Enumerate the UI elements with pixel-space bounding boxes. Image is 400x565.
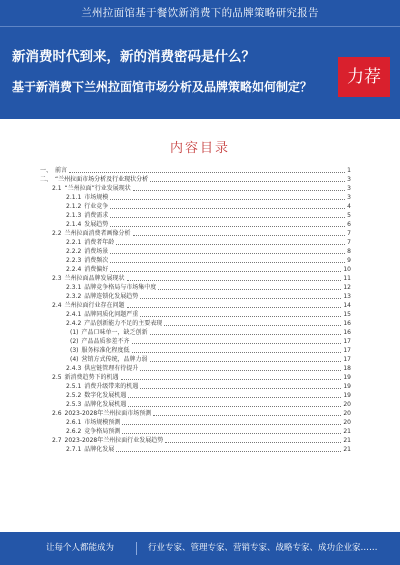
- report-header-title: 兰州拉面馆基于餐饮新消费下的品牌策略研究报告: [81, 7, 319, 19]
- toc-entry[interactable]: [40, 319, 351, 328]
- toc-entry-label: [40, 400, 126, 409]
- toc-entry-number: 2.7: [52, 437, 62, 444]
- toc-entry[interactable]: [40, 373, 351, 382]
- toc-entry-page: 19: [343, 374, 351, 381]
- toc-entry-page: 3: [347, 176, 351, 183]
- toc-entry-number: 2.5: [52, 374, 62, 381]
- toc-entry[interactable]: [40, 247, 351, 256]
- report-header-bar: [0, 0, 400, 26]
- toc-entry[interactable]: [40, 193, 351, 202]
- toc-entry[interactable]: [40, 436, 351, 445]
- toc-entry-page: 21: [343, 428, 351, 435]
- toc-entry-page: 20: [343, 419, 351, 426]
- toc-entry-page: 17: [343, 356, 351, 363]
- toc-entry-label: [40, 310, 138, 319]
- toc-entry[interactable]: [40, 265, 351, 274]
- toc-leader-dots: [110, 253, 345, 254]
- toc-entry-number: 2.4.3: [66, 365, 82, 372]
- toc-entry-page: 20: [343, 410, 351, 417]
- toc-entry[interactable]: [40, 355, 351, 364]
- toc-entry-number: 2.3: [52, 275, 62, 282]
- toc-entry[interactable]: [40, 211, 351, 220]
- toc-entry-number: 2.1.4: [66, 221, 82, 228]
- toc-entry[interactable]: [40, 418, 351, 427]
- toc-entry-label: [40, 238, 114, 247]
- toc-entry-label: [40, 346, 130, 355]
- toc-leader-dots: [165, 442, 341, 443]
- toc-entry-number: 2.2.1: [66, 239, 82, 246]
- toc-entry-label: [40, 292, 138, 301]
- toc-entry[interactable]: [40, 364, 351, 373]
- toc-entry[interactable]: [40, 301, 351, 310]
- toc-entry[interactable]: [40, 346, 351, 355]
- toc-entry-text: 供应链管理有待提升: [84, 365, 139, 372]
- toc-entry-page: 7: [347, 230, 351, 237]
- toc-leader-dots: [164, 325, 341, 326]
- toc-entry[interactable]: [40, 202, 351, 211]
- toc-entry[interactable]: [40, 184, 351, 193]
- toc-leader-dots: [150, 181, 345, 182]
- toc-entry-page: 4: [347, 203, 351, 210]
- toc-entry-number: 2.3.1: [66, 284, 82, 291]
- toc-entry-text: 新消费趋势下的机遇: [64, 374, 119, 381]
- toc-entry-page: 15: [343, 311, 351, 318]
- toc-entry-label: [40, 229, 131, 238]
- toc-entry-label: [40, 220, 108, 229]
- toc-entry-number: (3): [70, 347, 79, 354]
- toc-leader-dots: [140, 370, 341, 371]
- toc-entry-label: [40, 301, 125, 310]
- toc-leader-dots: [133, 235, 345, 236]
- toc-leader-dots: [122, 433, 341, 434]
- toc-entry-number: 2.1: [52, 185, 62, 192]
- toc-entry[interactable]: [40, 220, 351, 229]
- toc-entry-text: 兰州拉面品牌发展现状: [64, 275, 125, 282]
- toc-entry-label: [40, 265, 108, 274]
- toc-entry-page: 16: [343, 329, 351, 336]
- toc-entry[interactable]: [40, 382, 351, 391]
- toc-title: 内容目录: [169, 141, 230, 156]
- toc-entry-text: 兰州拉面消费者画像分析: [64, 230, 131, 237]
- toc-entry-page: 12: [343, 284, 351, 291]
- toc-leader-dots: [110, 262, 345, 263]
- toc-entry-number: 2.1.1: [66, 194, 82, 201]
- toc-entry-number: 2.2.2: [66, 248, 82, 255]
- toc-entry-number: (4): [70, 356, 79, 363]
- toc-entry-label: [40, 373, 119, 382]
- toc-leader-dots: [158, 289, 341, 290]
- toc-leader-dots: [140, 316, 341, 317]
- toc-entry-number: 2.5.2: [66, 392, 82, 399]
- toc-entry-number: 2.5.3: [66, 401, 82, 408]
- toc-entry-page: 21: [343, 446, 351, 453]
- toc-entry-number: 2.4.2: [66, 320, 82, 327]
- toc-entry-text: 消费升级带来的机遇: [84, 383, 139, 390]
- toc-entry-label: [40, 427, 120, 436]
- toc-entry-text: 市场规模预测: [84, 419, 121, 426]
- toc-entry-number: 2.1.2: [66, 203, 82, 210]
- toc-entry-page: 6: [347, 221, 351, 228]
- toc-leader-dots: [150, 334, 341, 335]
- toc-entry-text: 产品口味单一，缺乏创新: [81, 329, 148, 336]
- toc-entry-page: 3: [347, 194, 351, 201]
- toc-entry[interactable]: [40, 400, 351, 409]
- toc-entry-page: 16: [343, 320, 351, 327]
- toc-entry-label: [40, 319, 162, 328]
- toc-entry-text: 市场规模: [84, 194, 109, 201]
- toc-entry-number: 二、: [40, 176, 53, 183]
- toc-entry-page: 10: [343, 266, 351, 273]
- toc-entry-page: 14: [343, 302, 351, 309]
- footer-bar: [0, 532, 400, 565]
- toc-entry-text: 消费场景: [84, 248, 109, 255]
- toc-entry[interactable]: [40, 238, 351, 247]
- toc-entry-label: [40, 274, 125, 283]
- hero-title: 新消费时代到来，新的消费密码是什么？: [12, 49, 255, 65]
- footer-divider: [136, 542, 137, 555]
- toc-entry-number: 2.1.3: [66, 212, 82, 219]
- toc-entry-text: 行业竞争: [84, 203, 109, 210]
- toc-entry-label: [40, 409, 151, 418]
- toc-entry[interactable]: [40, 274, 351, 283]
- toc-leader-dots: [121, 379, 341, 380]
- table-of-contents: [40, 166, 351, 454]
- toc-entry-number: 2.5.1: [66, 383, 82, 390]
- toc-entry-page: 3: [347, 185, 351, 192]
- toc-entry-text: 品牌连锁化发展趋势: [84, 293, 139, 300]
- toc-leader-dots: [153, 415, 341, 416]
- toc-entry-number: 2.7.1: [66, 446, 82, 453]
- toc-leader-dots: [110, 199, 345, 200]
- toc-entry-page: 5: [347, 212, 351, 219]
- toc-entry-page: 21: [343, 437, 351, 444]
- footer-tagline: 行业专家、管理专家、营销专家、战略专家、成功企业家……: [148, 543, 378, 553]
- toc-leader-dots: [140, 388, 341, 389]
- toc-entry-text: 产品品质参差不齐: [81, 338, 130, 345]
- toc-entry-page: 8: [347, 248, 351, 255]
- toc-entry-label: [40, 283, 156, 292]
- toc-entry-label: [40, 166, 67, 175]
- toc-entry-number: (2): [70, 338, 79, 345]
- toc-entry-number: 一、: [40, 167, 53, 174]
- toc-entry-label: [40, 247, 108, 256]
- toc-leader-dots: [110, 226, 345, 227]
- hero-subtitle: 基于新消费下兰州拉面馆市场分析及品牌策略如何制定？: [12, 80, 313, 94]
- toc-entry-text: “兰州拉面市场分析及行业现状分析: [55, 176, 149, 183]
- toc-entry-number: 2.4: [52, 302, 62, 309]
- toc-entry-text: 2023-2028年兰州拉面市场预测: [64, 410, 152, 417]
- toc-entry-text: 2023-2028年兰州拉面行业发展趋势: [64, 437, 164, 444]
- toc-leader-dots: [110, 208, 345, 209]
- toc-entry-label: [40, 193, 108, 202]
- toc-entry[interactable]: [40, 256, 351, 265]
- recommend-badge: 力荐: [338, 57, 390, 97]
- toc-entry[interactable]: [40, 409, 351, 418]
- toc-entry[interactable]: [40, 175, 351, 184]
- toc-entry-text: 品牌化发展: [84, 446, 115, 453]
- toc-entry-label: [40, 256, 108, 265]
- toc-entry-label: [40, 202, 108, 211]
- toc-entry-page: 18: [343, 365, 351, 372]
- toc-entry-text: 数字化发展机遇: [84, 392, 127, 399]
- toc-entry[interactable]: [40, 229, 351, 238]
- toc-entry-number: (1): [70, 329, 79, 336]
- toc-entry[interactable]: [40, 310, 351, 319]
- toc-entry-number: 2.6.1: [66, 419, 82, 426]
- toc-entry-number: 2.2.3: [66, 257, 82, 264]
- toc-leader-dots: [132, 343, 341, 344]
- toc-leader-dots: [132, 352, 341, 353]
- toc-entry-label: [40, 436, 163, 445]
- toc-entry-text: 产品创新能力不足的主要表现: [84, 320, 163, 327]
- toc-entry-text: 消费偏好: [84, 266, 109, 273]
- toc-entry-label: [40, 391, 126, 400]
- footer-slogan: 让每个人都能成为: [46, 543, 115, 553]
- toc-entry-number: 2.6: [52, 410, 62, 417]
- toc-leader-dots: [122, 424, 341, 425]
- toc-entry-text: 品牌同质化问题严重: [84, 311, 139, 318]
- toc-entry-text: 营销方式传统，品牌力弱: [81, 356, 148, 363]
- toc-leader-dots: [110, 271, 341, 272]
- toc-entry-text: 品牌化发展机遇: [84, 401, 127, 408]
- toc-entry[interactable]: [40, 283, 351, 292]
- toc-leader-dots: [116, 244, 345, 245]
- toc-entry-label: [40, 382, 138, 391]
- toc-leader-dots: [69, 172, 345, 173]
- toc-entry-page: 17: [343, 338, 351, 345]
- toc-entry-page: 20: [343, 401, 351, 408]
- toc-entry-page: 13: [343, 293, 351, 300]
- toc-entry-page: 17: [343, 347, 351, 354]
- toc-entry-page: 19: [343, 383, 351, 390]
- toc-entry-text: 前言: [55, 167, 68, 174]
- toc-entry-text: 消费频次: [84, 257, 109, 264]
- toc-entry-label: [40, 445, 114, 454]
- toc-entry-text: 服务标准化程度低: [81, 347, 130, 354]
- toc-leader-dots: [127, 307, 341, 308]
- toc-entry-label: [40, 184, 131, 193]
- toc-entry-page: 11: [343, 275, 351, 282]
- toc-entry-label: [40, 211, 108, 220]
- toc-entry[interactable]: [40, 445, 351, 454]
- toc-entry-number: 2.3.2: [66, 293, 82, 300]
- toc-leader-dots: [133, 190, 345, 191]
- toc-leader-dots: [128, 397, 341, 398]
- toc-leader-dots: [110, 217, 345, 218]
- toc-leader-dots: [128, 406, 341, 407]
- toc-entry-page: 7: [347, 239, 351, 246]
- toc-entry-number: 2.6.2: [66, 428, 82, 435]
- toc-entry-text: 品牌竞争格局与市场集中度: [84, 284, 157, 291]
- toc-entry-page: 1: [347, 167, 351, 174]
- toc-entry-number: 2.2.4: [66, 266, 82, 273]
- toc-entry-label: [40, 418, 120, 427]
- toc-entry-number: 2.2: [52, 230, 62, 237]
- toc-entry-label: [40, 337, 130, 346]
- toc-entry[interactable]: [40, 391, 351, 400]
- toc-entry-text: 竞争格局预测: [84, 428, 121, 435]
- toc-entry[interactable]: [40, 328, 351, 337]
- toc-entry-page: 9: [347, 257, 351, 264]
- toc-entry-label: [40, 328, 148, 337]
- hero-banner: [0, 26, 400, 119]
- toc-entry-label: [40, 355, 148, 364]
- toc-leader-dots: [116, 451, 341, 452]
- toc-entry-label: [40, 175, 148, 184]
- toc-entry[interactable]: [40, 337, 351, 346]
- toc-entry-text: “兰州拉面”行业发展现状: [64, 185, 131, 192]
- toc-entry[interactable]: [40, 427, 351, 436]
- toc-entry-text: 消费需求: [84, 212, 109, 219]
- toc-entry-text: 发展趋势: [84, 221, 109, 228]
- toc-leader-dots: [150, 361, 341, 362]
- toc-entry-text: 兰州拉面行业存在问题: [64, 302, 125, 309]
- toc-entry-label: [40, 364, 138, 373]
- toc-entry[interactable]: [40, 166, 351, 175]
- toc-leader-dots: [127, 280, 341, 281]
- toc-leader-dots: [140, 298, 341, 299]
- toc-entry-number: 2.4.1: [66, 311, 82, 318]
- toc-entry-text: 消费者年龄: [84, 239, 115, 246]
- toc-entry-page: 19: [343, 392, 351, 399]
- toc-entry[interactable]: [40, 292, 351, 301]
